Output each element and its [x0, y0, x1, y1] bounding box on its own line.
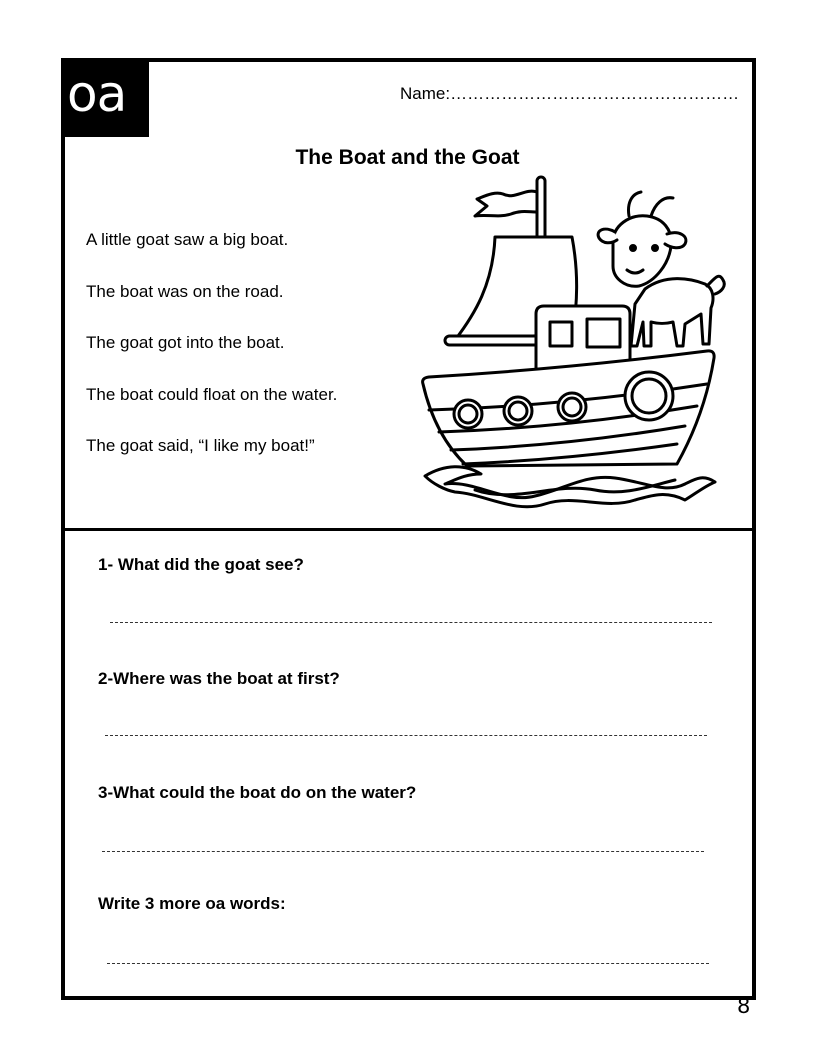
story-line: The boat was on the road. — [86, 281, 284, 301]
question-2: 2-Where was the boat at first? — [98, 669, 340, 688]
story-line: The goat said, “I like my boat!” — [86, 436, 315, 455]
story-title-text: The Boat and the Goat — [295, 146, 520, 169]
page-number: 8 — [737, 994, 751, 1018]
goat-on-boat-illustration — [415, 174, 735, 514]
story-text — [86, 230, 337, 488]
name-field[interactable]: Name:…………………………………………… — [400, 84, 740, 103]
answer-line-1[interactable] — [110, 622, 712, 623]
answer-line-2[interactable] — [105, 735, 707, 736]
question-1: 1- What did the goat see? — [98, 555, 304, 574]
worksheet-frame — [61, 58, 756, 1000]
story-line: The boat could float on the water. — [86, 384, 338, 404]
story-line: A little goat saw a big boat. — [86, 230, 289, 249]
question-3: 3-What could the boat do on the water? — [98, 783, 417, 802]
phonics-badge: oa — [65, 62, 149, 137]
story-title — [65, 146, 752, 170]
answer-line-3[interactable] — [102, 851, 704, 852]
story-line: The goat got into the boat. — [86, 333, 285, 352]
question-4: Write 3 more oa words: — [98, 894, 286, 913]
story-section — [65, 62, 752, 531]
answer-line-4[interactable] — [107, 963, 709, 964]
